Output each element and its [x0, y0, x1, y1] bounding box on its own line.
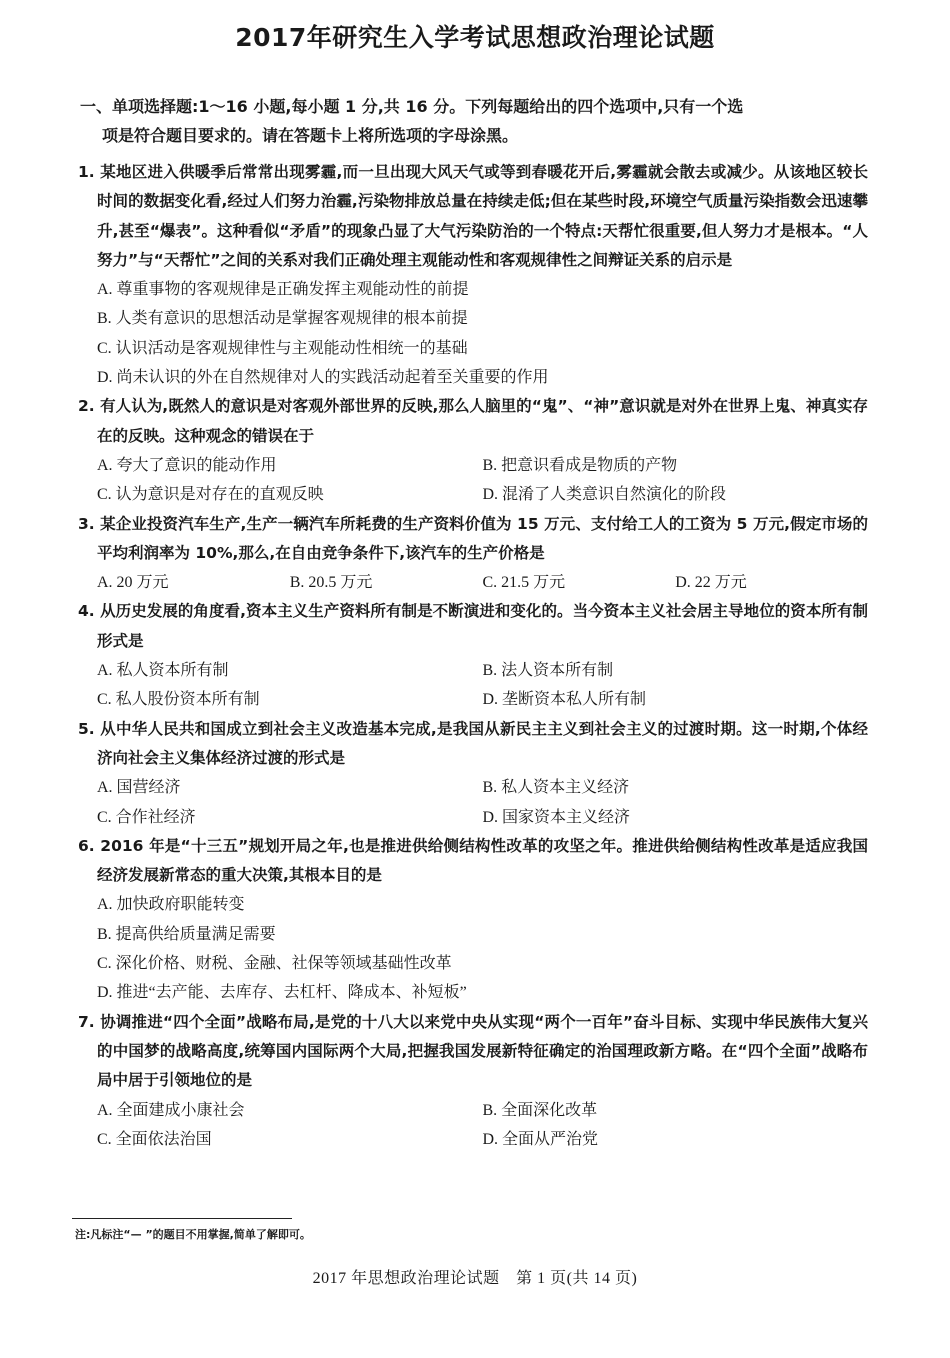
option-b: B. 全面深化改革: [482, 1101, 598, 1119]
option-a: A. 私人资本所有制: [97, 662, 229, 680]
option-c: C. 认识活动是客观规律性与主观能动性相统一的基础: [97, 339, 468, 357]
option-d: D. 推进“去产能、去库存、去杠杆、降成本、补短板”: [97, 984, 467, 1002]
question-stem: 5. 从中华人民共和国成立到社会主义改造基本完成,是我国从新民主主义到社会主义的过渡时期。这一时期,个体经济向社会主义集体经济过渡的形式是: [78, 719, 868, 767]
option-a: A. 全面建成小康社会: [97, 1101, 245, 1119]
option-b: B. 人类有意识的思想活动是掌握客观规律的根本前提: [97, 310, 468, 328]
option-list: [78, 773, 868, 832]
option-a: A. 20 万元: [97, 574, 169, 592]
question-3: [78, 510, 868, 598]
option-a: A. 国营经济: [97, 779, 181, 797]
option-a: A. 夸大了意识的能动作用: [97, 456, 277, 474]
option-list: [78, 656, 868, 715]
option-d: D. 垄断资本私人所有制: [482, 691, 647, 709]
question-stem: 7. 协调推进“四个全面”战略布局,是党的十八大以来党中央从实现“两个一百年”奋斗目标、实现中华民族伟大复兴的中国梦的战略高度,统筹国内国际两个大局,把握我国发展新特征确定的治国理政新方略。在“四个全面”战略布局中居于引领地位的是: [78, 1012, 868, 1090]
question-6: [78, 832, 868, 1008]
option-list: [78, 568, 868, 597]
question-7: [78, 1008, 868, 1154]
page-title: 2017年研究生入学考试思想政治理论试题: [235, 23, 715, 52]
section-instructions-line-2: 项是符合题目要求的。请在答题卡上将所选项的字母涂黑。: [102, 126, 519, 145]
option-a: A. 加快政府职能转变: [97, 896, 245, 914]
question-2: [78, 392, 868, 509]
option-d: D. 尚未认识的外在自然规律对人的实践活动起着至关重要的作用: [97, 369, 549, 387]
option-d: D. 全面从严治党: [482, 1130, 599, 1148]
section-instructions: [80, 92, 870, 150]
option-b: B. 私人资本主义经济: [482, 779, 630, 797]
question-list: [78, 158, 868, 1154]
option-d: D. 国家资本主义经济: [482, 808, 631, 826]
option-c: C. 深化价格、财税、金融、社保等领域基础性改革: [97, 955, 452, 973]
footnote: 注:凡标注“— ”的题目不用掌握,简单了解即可。: [75, 1228, 311, 1241]
question-stem: 1. 某地区进入供暖季后常常出现雾霾,而一旦出现大风天气或等到春暖花开后,雾霾就会散去或减少。从该地区较长时间的数据变化看,经过人们努力治霾,污染物排放总量在持续走低;但在某些时段,环境空气质量污染指数会迅速攀升,甚至“爆表”。这种看似“矛盾”的现象凸显了大气污染防治的一个特点:天帮忙很重要,但人努力才是根本。“人努力”与“天帮忙”之间的关系对我们正确处理主观能动性和客观规律性之间辩证关系的启示是: [78, 163, 868, 269]
option-b: B. 20.5 万元: [289, 574, 373, 592]
question-stem: 6. 2016 年是“十三五”规划开局之年,也是推进供给侧结构性改革的攻坚之年。推进供给侧结构性改革是适应我国经济发展新常态的重大决策,其根本目的是: [78, 836, 868, 885]
option-list: [78, 1096, 868, 1155]
question-4: [78, 597, 868, 714]
option-b: B. 法人资本所有制: [482, 662, 614, 680]
option-b: B. 把意识看成是物质的产物: [482, 456, 678, 474]
footnote-divider: [72, 1218, 292, 1219]
option-c: C. 合作社经济: [97, 808, 196, 826]
option-c: C. 全面依法治国: [97, 1130, 212, 1148]
option-list: [78, 890, 868, 1007]
page-number: 2017 年思想政治理论试题 第 1 页(共 14 页): [312, 1270, 638, 1287]
option-list: [78, 275, 868, 392]
question-stem: 4. 从历史发展的角度看,资本主义生产资料所有制是不断演进和变化的。当今资本主义社会居主导地位的资本所有制形式是: [78, 602, 868, 650]
option-d: D. 混淆了人类意识自然演化的阶段: [482, 486, 727, 504]
option-a: A. 尊重事物的客观规律是正确发挥主观能动性的前提: [97, 281, 469, 299]
option-c: C. 私人股份资本所有制: [97, 691, 260, 709]
option-list: [78, 451, 868, 510]
option-b: B. 提高供给质量满足需要: [97, 925, 276, 943]
option-c: C. 认为意识是对存在的直观反映: [97, 486, 324, 504]
question-stem: 2. 有人认为,既然人的意识是对客观外部世界的反映,那么人脑里的“鬼”、“神”意识就是对外在世界上鬼、神真实存在的反映。这种观念的错误在于: [78, 397, 868, 445]
option-c: C. 21.5 万元: [482, 574, 566, 592]
option-d: D. 22 万元: [675, 574, 747, 592]
question-5: [78, 715, 868, 832]
question-stem: 3. 某企业投资汽车生产,生产一辆汽车所耗费的生产资料价值为 15 万元、支付给工人的工资为 5 万元,假定市场的平均利润率为 10%,那么,在自由竞争条件下,该汽车的生产价格是: [78, 514, 868, 562]
section-instructions-line-1: 一、单项选择题:1～16 小题,每小题 1 分,共 16 分。下列每题给出的四个选项中,只有一个选: [80, 97, 744, 116]
question-1: [78, 158, 868, 392]
